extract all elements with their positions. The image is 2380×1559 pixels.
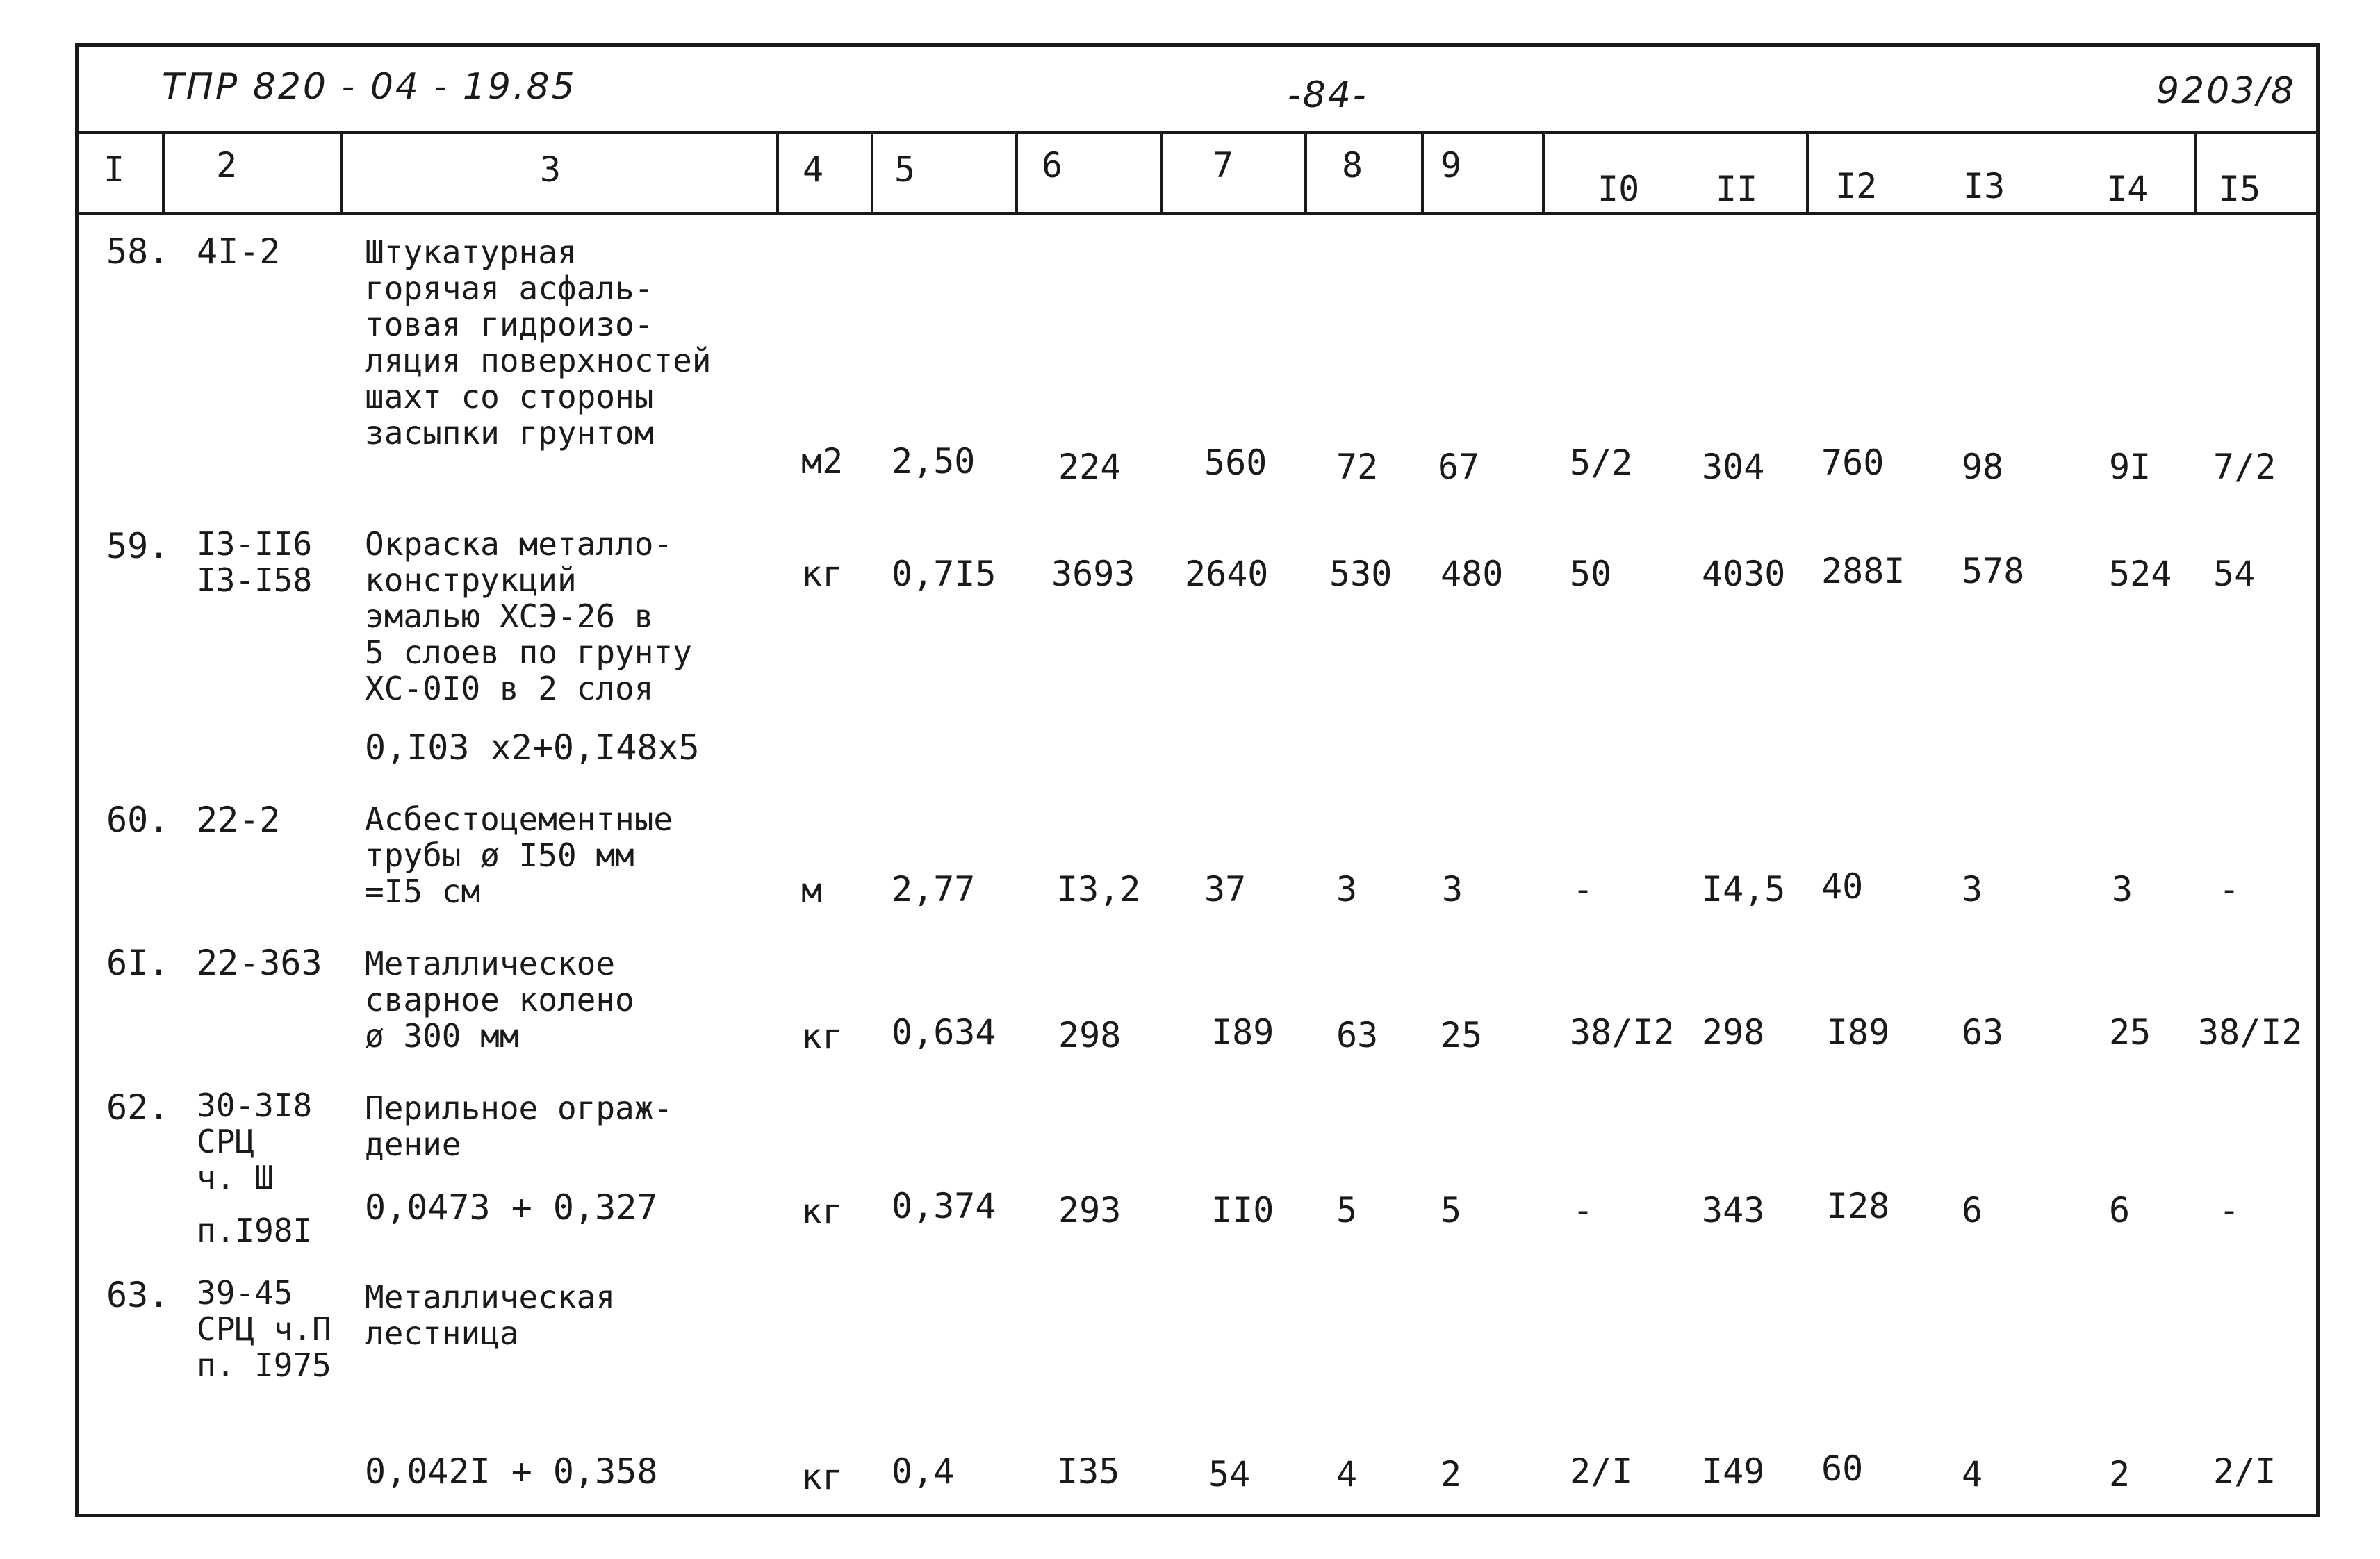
row-number: 60. <box>106 800 170 840</box>
cell-c15: - <box>2219 1190 2240 1230</box>
column-separator <box>1015 134 1018 212</box>
cell-c6: I3,2 <box>1057 869 1141 909</box>
cell-c6: 298 <box>1058 1015 1122 1055</box>
cell-c15: - <box>2219 869 2240 909</box>
norm-code: I3-II6 I3-I58 <box>197 525 313 599</box>
cell-c11: I49 <box>1702 1451 1765 1492</box>
unit: кг <box>801 554 844 594</box>
document-sheet <box>75 43 2320 1517</box>
cell-c13: 98 <box>1962 447 2004 487</box>
norm-code: 39-45 СРЦ ч.П п. I975 <box>197 1274 331 1384</box>
cell-c9: 3 <box>1442 869 1463 909</box>
cell-c13: 6 <box>1962 1190 1983 1230</box>
cell-c12: 760 <box>1821 443 1885 483</box>
cell-c7: 2640 <box>1185 554 1269 594</box>
column-separator <box>340 134 343 212</box>
unit: кг <box>801 1191 844 1232</box>
cell-c11: 4030 <box>1702 554 1786 594</box>
cell-c11: 298 <box>1702 1012 1765 1053</box>
column-heading: I3 <box>1963 166 2005 206</box>
cell-c15: 7/2 <box>2213 447 2276 487</box>
column-heading-divider <box>79 212 2316 215</box>
cell-c7: I89 <box>1211 1012 1274 1053</box>
column-heading: 5 <box>894 149 916 190</box>
cell-c10: 38/I2 <box>1570 1012 1675 1053</box>
cell-c13: 3 <box>1962 869 1983 909</box>
cell-c8: 4 <box>1336 1454 1358 1494</box>
cell-c9: 2 <box>1441 1454 1462 1494</box>
unit: кг <box>801 1016 844 1057</box>
norm-code: 4I-2 <box>197 231 281 272</box>
item-description: Асбестоцементные трубы ø I50 мм =I5 см <box>365 800 673 910</box>
page-number: -84- <box>1288 74 1368 116</box>
cell-c6: 224 <box>1058 447 1122 487</box>
cell-c8: 72 <box>1336 447 1379 487</box>
unit: м <box>801 871 823 911</box>
cell-c10: 50 <box>1570 554 1612 594</box>
cell-c6: I35 <box>1057 1451 1120 1492</box>
row-number: 59. <box>106 526 170 566</box>
item-description: Металлическое сварное колено ø 300 мм <box>365 945 634 1055</box>
cell-c14: 3 <box>2112 869 2133 909</box>
cell-c14: 9I <box>2109 447 2151 487</box>
header-divider <box>79 131 2316 134</box>
cell-c12: 60 <box>1821 1449 1864 1489</box>
cell-c11: 304 <box>1702 447 1765 487</box>
cell-c12: I89 <box>1827 1012 1890 1053</box>
quantity-formula: 0,0473 + 0,327 <box>365 1187 658 1228</box>
quantity-formula: 0,042I + 0,358 <box>365 1451 658 1492</box>
column-heading: 3 <box>540 149 561 190</box>
cell-c15: 54 <box>2213 554 2256 594</box>
cell-c13: 63 <box>1962 1012 2004 1053</box>
unit: м2 <box>801 441 844 481</box>
column-heading: 7 <box>1213 145 1234 185</box>
column-heading: II <box>1716 169 1758 209</box>
column-heading: 9 <box>1441 145 1462 185</box>
column-heading: I <box>104 149 125 190</box>
cell-c9: 480 <box>1441 554 1504 594</box>
cell-c14: 6 <box>2109 1190 2131 1230</box>
column-heading: 6 <box>1042 145 1063 185</box>
cell-c5: 0,7I5 <box>892 554 996 594</box>
cell-c8: 530 <box>1329 554 1393 594</box>
column-heading: I5 <box>2219 169 2261 209</box>
cell-c6: 3693 <box>1051 554 1135 594</box>
column-separator <box>1542 134 1545 212</box>
unit: кг <box>801 1457 844 1497</box>
cell-c15: 38/I2 <box>2198 1012 2303 1053</box>
cell-c15: 2/I <box>2213 1451 2276 1492</box>
column-separator <box>1304 134 1307 212</box>
cell-c10: - <box>1573 1190 1594 1230</box>
column-heading: 8 <box>1342 145 1363 185</box>
row-number: 63. <box>106 1275 170 1315</box>
norm-code: 22-2 <box>197 800 281 840</box>
cell-c8: 5 <box>1336 1190 1358 1230</box>
column-heading: I0 <box>1598 169 1640 209</box>
row-number: 6I. <box>106 943 170 983</box>
column-separator <box>1421 134 1424 212</box>
cell-c7: 54 <box>1208 1454 1251 1494</box>
cell-c14: 524 <box>2109 554 2172 594</box>
item-description: Металлическая лестница <box>365 1278 616 1352</box>
cell-c5: 2,77 <box>892 869 976 909</box>
row-number: 58. <box>106 231 170 272</box>
cell-c10: 2/I <box>1570 1451 1633 1492</box>
cell-c9: 67 <box>1438 447 1480 487</box>
cell-c10: - <box>1573 869 1594 909</box>
cell-c6: 293 <box>1058 1190 1122 1230</box>
column-separator <box>1160 134 1163 212</box>
item-description: Штукатурная горячая асфаль- товая гидроизо- ляция поверхностей шахт со стороны засыпки грунтом <box>365 233 712 452</box>
cell-c5: 0,374 <box>892 1186 996 1226</box>
norm-code: 22-363 <box>197 943 322 983</box>
cell-c14: 25 <box>2109 1012 2151 1053</box>
cell-c8: 3 <box>1336 869 1358 909</box>
cell-c7: II0 <box>1211 1190 1274 1230</box>
column-separator <box>2194 134 2197 212</box>
norm-code: 30-3I8 СРЦ ч. Ш п.I98I <box>197 1087 313 1249</box>
cell-c12: 40 <box>1821 866 1864 907</box>
column-heading: I4 <box>2106 169 2149 209</box>
reference-number: 9203/8 <box>2156 70 2296 112</box>
cell-c9: 25 <box>1441 1015 1483 1055</box>
row-number: 62. <box>106 1087 170 1128</box>
cell-c13: 4 <box>1962 1454 1983 1494</box>
cell-c11: I4,5 <box>1702 869 1786 909</box>
cell-c14: 2 <box>2109 1454 2131 1494</box>
cell-c7: 560 <box>1204 443 1267 483</box>
column-heading: 4 <box>803 149 824 190</box>
document-code: ТПР 820 - 04 - 19.85 <box>162 66 577 108</box>
cell-c12: I28 <box>1827 1186 1890 1226</box>
cell-c13: 578 <box>1962 551 2025 591</box>
column-separator <box>871 134 873 212</box>
column-heading: 2 <box>216 145 238 185</box>
cell-c5: 0,4 <box>892 1451 955 1492</box>
cell-c9: 5 <box>1441 1190 1462 1230</box>
cell-c10: 5/2 <box>1570 443 1633 483</box>
cell-c5: 0,634 <box>892 1012 996 1053</box>
quantity-formula: 0,I03 х2+0,I48х5 <box>365 727 700 768</box>
column-separator <box>162 134 165 212</box>
cell-c8: 63 <box>1336 1015 1379 1055</box>
cell-c5: 2,50 <box>892 441 976 481</box>
cell-c12: 288I <box>1821 551 1905 591</box>
column-heading: I2 <box>1835 166 1878 206</box>
column-separator <box>1806 134 1809 212</box>
column-separator <box>776 134 779 212</box>
item-description: Окраска металло- конструкций эмалью ХСЭ-26 в 5 слоев по грунту ХС-0I0 в 2 слоя <box>365 525 692 707</box>
cell-c11: 343 <box>1702 1190 1765 1230</box>
item-description: Перильное ограж- дение <box>365 1089 673 1163</box>
cell-c7: 37 <box>1204 869 1247 909</box>
